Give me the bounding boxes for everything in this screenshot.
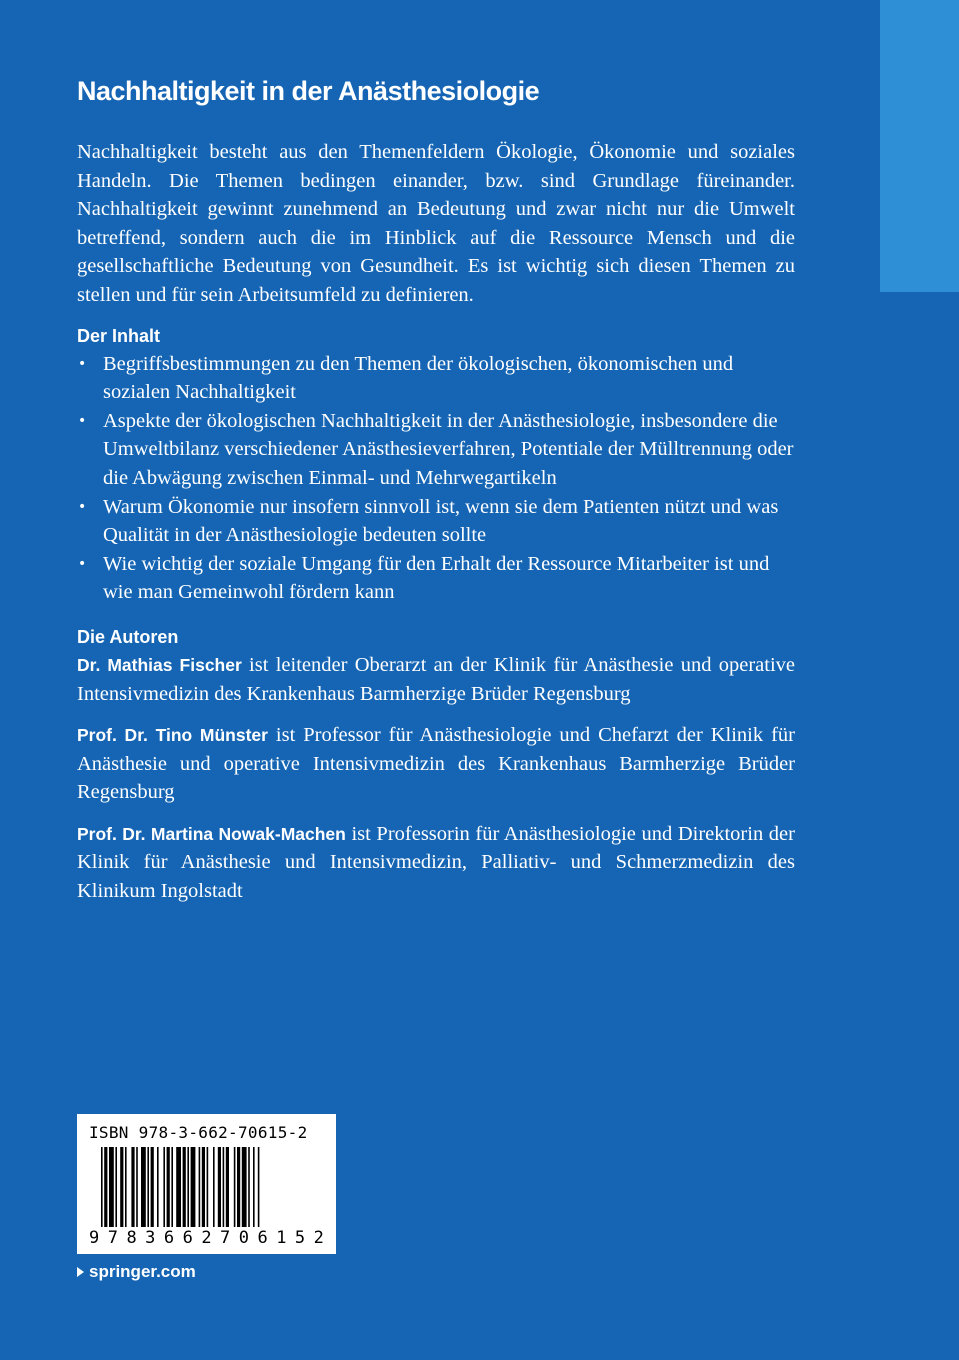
author-name: Dr. Mathias Fischer — [77, 654, 242, 675]
barcode-bar — [187, 1147, 189, 1227]
author-bio: ist leitender Oberarzt an der Klinik für Anästhesie und operative Intensivmedizin des Krankenhaus Barmherzige Brüder Regensburg — [77, 653, 795, 705]
barcode-digit: 7 — [107, 1228, 118, 1248]
barcode-bar — [120, 1147, 123, 1227]
authors-heading: Die Autoren — [77, 626, 179, 647]
contents-list — [77, 350, 795, 607]
barcode-bar — [253, 1147, 255, 1227]
intro-paragraph: Nachhaltigkeit besteht aus den Themenfeldern Ökologie, Ökonomie und soziales Handeln. Die Themen bedingen einander, bzw. sind Grundlage füreinander. Nachhaltigkeit gewinnt zunehmend an Bedeutung und zwar nicht nur die Umwelt betreffend, sondern auch die im Hinblick auf die Ressource Mensch und die gesellschaftliche Bedeutung von Gesundheit. Es ist wichtig sich diesen Themen zu stellen und für sein Arbeitsumfeld zu definieren. — [77, 141, 795, 306]
barcode-bar — [202, 1147, 205, 1227]
springer-link[interactable] — [77, 1262, 196, 1282]
author-entry — [77, 721, 795, 807]
barcode-bar — [151, 1147, 154, 1227]
barcode-bar — [176, 1147, 181, 1227]
barcode-bar — [218, 1147, 221, 1227]
list-item-text: Warum Ökonomie nur insofern sinnvoll ist, wenn sie dem Patienten nützt und was Qualität in der Anästhesiologie bedeuten sollte — [103, 495, 779, 547]
barcode-digit: 2 — [201, 1228, 212, 1248]
barcode-bar — [199, 1147, 201, 1227]
list-item-text: Begriffsbestimmungen zu den Themen der ökologischen, ökonomischen und sozialen Nachhaltigkeit — [103, 352, 734, 404]
author-name: Prof. Dr. Martina Nowak-Machen — [77, 823, 346, 844]
bullet-icon: • — [78, 355, 87, 372]
bullet-icon: • — [78, 498, 87, 515]
barcode-bar — [226, 1147, 229, 1227]
barcode-digit: 1 — [276, 1228, 287, 1248]
list-item — [77, 550, 795, 607]
arrow-right-icon — [77, 1267, 84, 1277]
barcode-bar — [248, 1147, 250, 1227]
barcode-bar — [242, 1147, 247, 1227]
barcode-digit: 7 — [220, 1228, 231, 1248]
barcode-bar — [101, 1147, 103, 1227]
author-entry — [77, 651, 795, 708]
list-item — [77, 350, 795, 407]
contents-heading: Der Inhalt — [77, 325, 161, 346]
barcode-bar — [223, 1147, 225, 1227]
barcode-bar — [147, 1147, 149, 1227]
barcode-digit: 5 — [294, 1228, 306, 1248]
barcode-bar — [141, 1147, 146, 1227]
barcode-bar — [171, 1147, 173, 1227]
barcode-digit: 6 — [257, 1228, 268, 1248]
author-name: Prof. Dr. Tino Münster — [77, 725, 268, 746]
side-color-tab — [880, 0, 959, 292]
barcode-bar — [115, 1147, 117, 1227]
barcode-bars — [101, 1147, 313, 1227]
barcode-digit: 3 — [145, 1228, 156, 1248]
barcode-digit: 9 — [89, 1228, 100, 1248]
barcode-digit: 0 — [238, 1228, 249, 1248]
barcode-bar — [183, 1147, 186, 1227]
barcode-bar — [234, 1147, 236, 1227]
list-item-text: Aspekte der ökologischen Nachhaltigkeit in der Anästhesiologie, insbesondere die Umweltbilanz verschiedener Anästhesieverfahren, Potentiale der Mülltrennung oder die Abwägung zwischen Einmal- und Mehrwegartikeln — [103, 409, 794, 489]
list-item-text: Wie wichtig der soziale Umgang für den Erhalt der Ressource Mitarbeiter ist und wie man Gemeinwohl fördern kann — [103, 552, 770, 604]
author-entry — [77, 820, 795, 906]
barcode-bar — [104, 1147, 107, 1227]
barcode-bar — [207, 1147, 209, 1227]
barcode-digits — [89, 1228, 324, 1248]
barcode-bar — [109, 1147, 114, 1227]
isbn-barcode — [77, 1114, 336, 1254]
barcode-bar — [125, 1147, 127, 1227]
list-item — [77, 407, 795, 493]
barcode-digit: 6 — [182, 1228, 193, 1248]
barcode-bar — [237, 1147, 240, 1227]
barcode-bar — [136, 1147, 138, 1227]
back-cover-text — [77, 72, 795, 919]
bullet-icon: • — [78, 555, 87, 572]
barcode-bar — [213, 1147, 215, 1227]
barcode-digit: 6 — [163, 1228, 175, 1248]
springer-link-text: springer.com — [89, 1262, 196, 1281]
author-bio: ist Professor für Anästhesiologie und Chefarzt der Klinik für Anästhesie und operative Intensivmedizin des Krankenhaus Barmherzige Brüder Regensburg — [77, 724, 795, 804]
barcode-digit: 2 — [313, 1228, 324, 1248]
barcode-digit: 8 — [126, 1228, 137, 1248]
barcode-bar — [167, 1147, 170, 1227]
book-title: Nachhaltigkeit in der Anästhesiologie — [77, 76, 540, 106]
bullet-icon: • — [78, 412, 87, 429]
barcode-bar — [258, 1147, 260, 1227]
barcode-bar — [163, 1147, 165, 1227]
barcode-bar — [191, 1147, 196, 1227]
isbn-label: ISBN 978-3-662-70615-2 — [89, 1123, 308, 1142]
barcode-bar — [157, 1147, 159, 1227]
list-item — [77, 493, 795, 550]
author-bio: ist Professorin für Anästhesiologie und Direktorin der Klinik für Anästhesie und Intensivmedizin, Palliativ- und Schmerzmedizin des Klinikum Ingolstadt — [77, 822, 795, 903]
barcode-bar — [131, 1147, 134, 1227]
